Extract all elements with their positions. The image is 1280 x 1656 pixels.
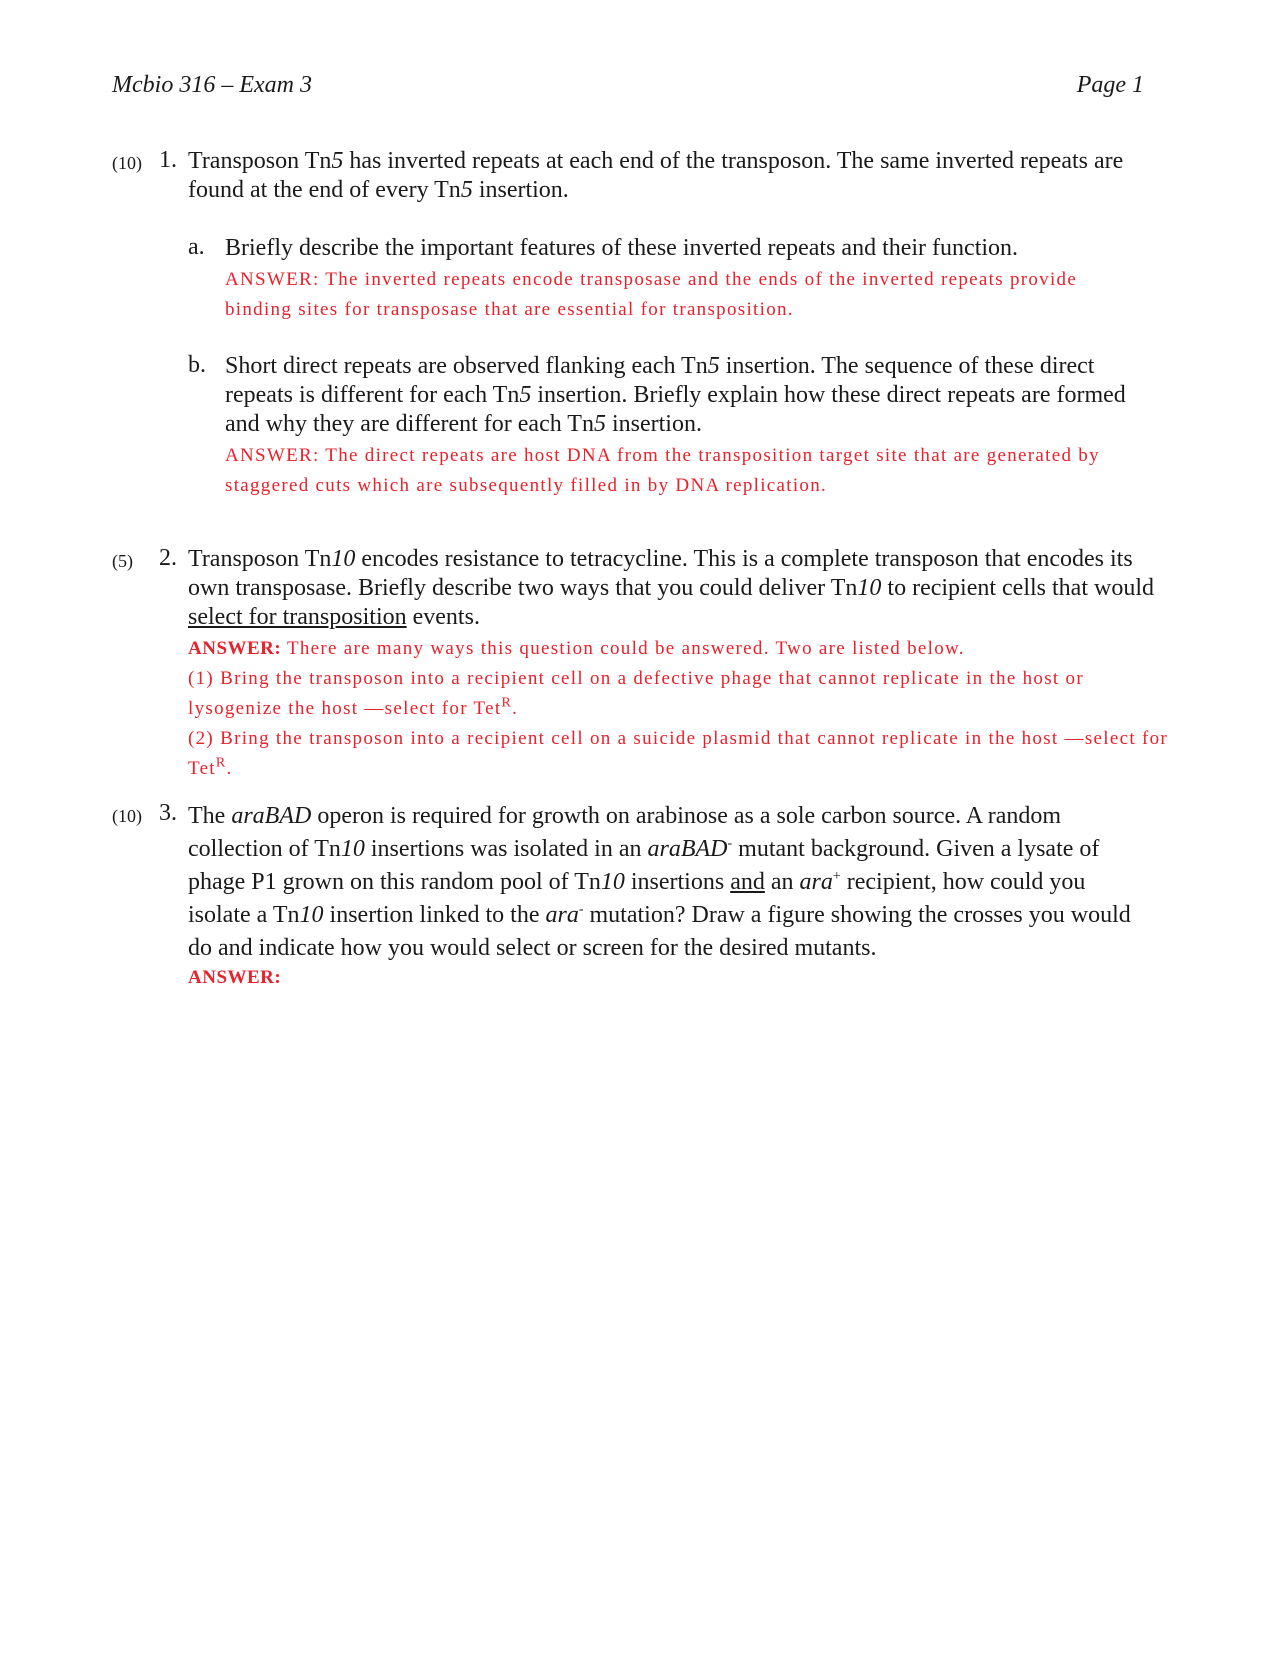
q3-text: The araBAD operon is required for growth on arabinose as a sole carbon source. A random collection of Tn10 insertions was isolated in an araBAD- mutant background. Given a lysate of phage P1 grown on this random pool of Tn10 insertions and an ara+ recipient, how could you isolate a Tn10 insertion linked to the ara- mutation? Draw a figure showing the crosses you would do and indicate how you would select or screen for the desired mutants. ANSWER: bbox=[188, 800, 1148, 991]
q1-number: 1. bbox=[159, 147, 177, 173]
q2-way-2: (2) Bring the transposon into a recipient cell on a suicide plasmid that cannot replicate in the host —select for Tet$^R$. bbox=[188, 728, 1169, 779]
q1a-text: Briefly describe the important features of these inverted repeats and their function. ANSWER: The inverted repeats encode transposase and the ends of the inverted repeats provide binding sites for transposase that are essential for transposition. bbox=[225, 234, 1125, 325]
q1-text: Transposon Tn5 has inverted repeats at each end of the transposon. The same inverted repeats are found at the end of every Tn5 insertion. bbox=[188, 148, 1124, 203]
q3-number: 3. bbox=[159, 800, 177, 826]
q1b-label: b. bbox=[188, 352, 206, 378]
q2-points: (5) bbox=[112, 551, 133, 571]
q1b-answer: ANSWER: The direct repeats are host DNA from the transposition target site that are generated by staggered cuts which are subsequently filled in by DNA replication. bbox=[225, 445, 1100, 496]
q1b-text: Short direct repeats are observed flanking each Tn5 insertion. The sequence of these direct repeats is different for each Tn5 insertion. Briefly explain how these direct repeats are formed and why they are different for each Tn5 insertion. ANSWER: The direct repeats are host DNA from the transposition target site that are generated by staggered cuts which are subsequently filled in by DNA replication. bbox=[225, 352, 1140, 501]
q1-points: (10) bbox=[112, 153, 142, 173]
q2-way-1: (1) Bring the transposon into a recipient cell on a defective phage that cannot replicate in the host or lysogenize the host —select for Tet$^R$. bbox=[188, 668, 1084, 719]
page-number: Page 1 bbox=[1076, 72, 1144, 98]
q1a-label: a. bbox=[188, 234, 205, 260]
q2-text: Transposon Tn10 encodes resistance to tetracycline. This is a complete transposon that encodes its own transposase. Briefly describe two ways that you could deliver Tn10 to recipient cells that would select for transposition events. ANSWER: There are many ways this question could be answered. Two are listed below. (1) Bring the transposon into a recipient cell on a defective phage that cannot replicate in the host or lysogenize the host —select for Tet$^R$. (2) Bring the transposon into a recipient cell on a suicide plasmid that cannot replicate in the host —select for Tet$^R$. bbox=[188, 545, 1168, 784]
q3-answer: ANSWER: bbox=[188, 967, 282, 988]
q2-answer: ANSWER: There are many ways this question could be answered. Two are listed below. (1) Bring the transposon into a recipient cell on a defective phage that cannot replicate in the host or lysogenize the host —select for Tet$^R$. (2) Bring the transposon into a recipient cell on a suicide plasmid that cannot replicate in the host —select for Tet$^R$. bbox=[188, 634, 1178, 784]
q1a-answer: ANSWER: The inverted repeats encode transposase and the ends of the inverted repeats provide binding sites for transposase that are essential for transposition. bbox=[225, 269, 1078, 320]
q2-number: 2. bbox=[159, 545, 177, 571]
exam-title: Mcbio 316 – Exam 3 bbox=[112, 72, 312, 98]
q3-points: (10) bbox=[112, 806, 142, 826]
